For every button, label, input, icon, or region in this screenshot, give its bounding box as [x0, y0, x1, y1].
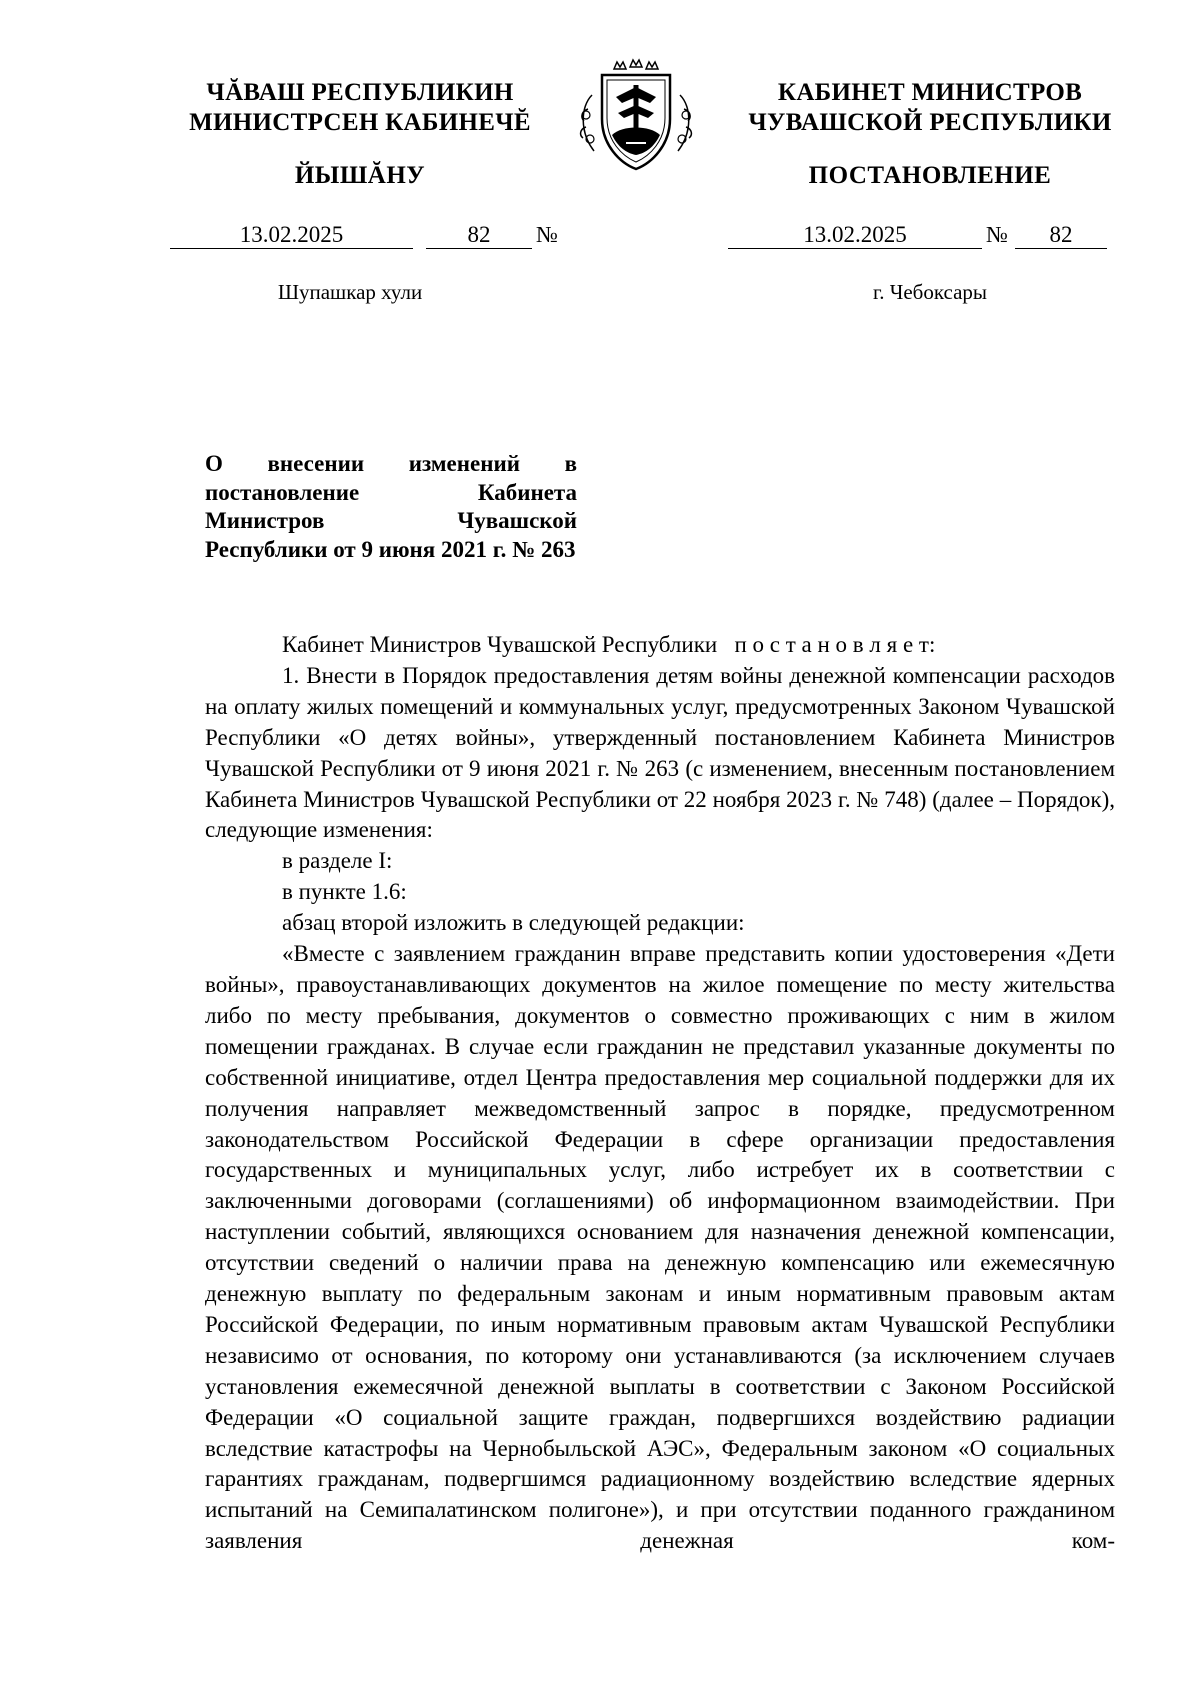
document-body — [205, 630, 1115, 1557]
quoted-paragraph: «Вместе с заявлением гражданин вправе представить копии удостоверения «Дети войны», правоустанавливающих документов на жилое помещение по месту жительства либо по месту пребывания, документов о совместно проживающих с ним в жилом помещении гражданах. В случае если гражданин не представил указанные документы по собственной инициативе, отдел Центра предоставления мер социальной поддержки для их получения направляет межведомственный запрос в порядке, предусмотренном законодательством Российской Федерации в сфере организации предоставления государственных и муниципальных услуг, либо истребует их в соответствии с заключенными договорами (соглашениями) об информационном взаимодействии. При наступлении событий, являющихся основанием для назначения денежной компенсации, отсутствии сведений о наличии права на денежную компенсацию или ежемесячную денежную выплату по федеральным законам и иным нормативным правовым актам Российской Федерации, по иным нормативным правовым актам Чувашской Республики независимо от основания, по которому они устанавливаются (за исключением случаев установления ежемесячной денежной выплаты в соответствии с Законом Российской Федерации «О социальной защите граждан, подвергшихся воздействию радиации вследствие катастрофы на Чернобыльской АЭС», Федеральным законом «О социальных гарантиях гражданам, подвергшимся радиационному воздействию вследствие ядерных испытаний на Семипалатинском полигоне»), и при отсутствии поданного гражданином заявления денежная ком- — [205, 941, 1115, 1554]
place-right: г. Чебоксары — [872, 280, 988, 304]
intro-paragraph — [205, 630, 1115, 661]
item-abzac: абзац второй изложить в следующей редакции: — [282, 910, 745, 936]
header-left-line2: МИНИСТРСЕН КАБИНЕЧĔ — [189, 109, 531, 136]
header-right-line2: ЧУВАШСКОЙ РЕСПУБЛИКИ — [748, 109, 1112, 136]
right-date-field: 13.02.2025 — [728, 222, 982, 249]
document-title: О внесении изменений в постановление Кабинета Министров Чувашской Республики от 9 июня 2021 г. № 263 — [205, 451, 577, 562]
coat-of-arms-emblem — [566, 55, 706, 175]
left-number-sign: № — [536, 222, 558, 247]
header-left-line1: ЧĂВАШ РЕСПУБЛИКИН — [206, 79, 514, 106]
paragraph-1: 1. Внести в Порядок предоставления детям войны денежной компенсации расходов на оплату жилых помещений и коммунальных услуг, предусмотренных Законом Чувашской Республики «О детях войны», утвержденный постановлением Кабинета Министров Чувашской Республики от 9 июня 2021 г. № 263 (с изменением, внесенным постановлением Кабинета Министров Чувашской Республики от 22 ноября 2023 г. № 748) (далее – Порядок), следующие изменения: — [205, 662, 1115, 843]
header-left-org — [150, 78, 570, 138]
right-number-sign: № — [986, 222, 1008, 247]
header-left-doctype: ЙЫШĂНУ — [294, 162, 426, 189]
header-right-org — [715, 78, 1145, 138]
left-date-field: 13.02.2025 — [170, 222, 413, 249]
intro-verb: п о с т а н о в л я е т: — [734, 632, 936, 657]
right-number-field: 82 — [1015, 222, 1107, 249]
header-right-line1: КАБИНЕТ МИНИСТРОВ — [777, 79, 1083, 106]
left-number-field: 82 — [426, 222, 532, 249]
item-point: в пункте 1.6: — [282, 879, 407, 905]
item-section: в разделе I: — [282, 848, 393, 874]
header-right-doctype: ПОСТАНОВЛЕНИЕ — [808, 162, 1052, 189]
place-left: Шупашкар хули — [277, 280, 423, 304]
intro-lead: Кабинет Министров Чувашской Республики — [282, 632, 718, 657]
